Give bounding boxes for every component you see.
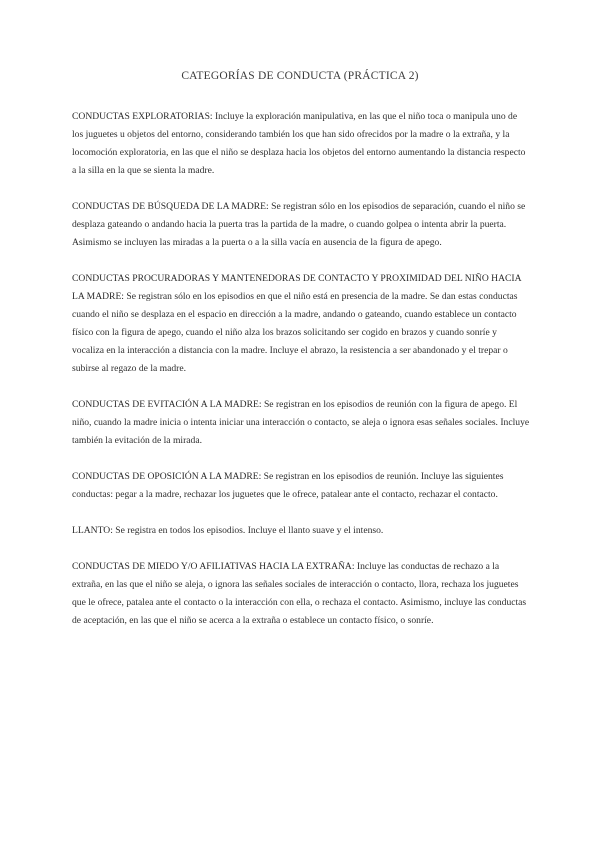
paragraph-heading: CONDUCTAS DE MIEDO Y/O AFILIATIVAS HACIA LA EXTRAÑA: xyxy=(72,561,355,572)
paragraph-heading: CONDUCTAS DE OPOSICIÓN A LA MADRE: xyxy=(72,471,262,482)
paragraph-llanto xyxy=(72,522,530,540)
paragraph-heading: LLANTO: xyxy=(72,525,113,536)
document-body xyxy=(72,108,530,648)
paragraph-evitacion-madre xyxy=(72,396,530,450)
paragraph-text: Se registran en los episodios de reunión con la figura de apego. El niño, cuando la madre inicia o intenta iniciar una interacción o contacto, se aleja o ignora esas señales sociales. Incluye también la evitación de la mirada. xyxy=(72,399,530,446)
paragraph-text: Incluye las conductas de rechazo a la extraña, en las que el niño se aleja, o ignora las señales sociales de interacción o contacto, llora, rechaza los juguetes que le ofrece, patalea ante el contacto o la interacción con ella, o rechaza el contacto. Asimismo, incluye las conductas de aceptación, en las que el niño se acerca a la extraña o establece un contacto físico, o sonríe. xyxy=(72,561,527,626)
paragraph-heading: CONDUCTAS DE BÚSQUEDA DE LA MADRE: xyxy=(72,201,269,212)
paragraph-text: Incluye la exploración manipulativa, en las que el niño toca o manipula uno de los juguetes u objetos del entorno, considerando también los que han sido ofrecidos por la madre o la extraña, y la locomoción exploratoria, en las que el niño se desplaza hacia los objetos del entorno aumentando la distancia respecto a la silla en la que se sienta la madre. xyxy=(72,111,526,176)
paragraph-heading: CONDUCTAS EXPLORATORIAS: xyxy=(72,111,213,122)
paragraph-oposicion-madre xyxy=(72,468,530,504)
paragraph-text: Se registra en todos los episodios. Incluye el llanto suave y el intenso. xyxy=(112,525,384,536)
paragraph-exploratorias xyxy=(72,108,530,180)
paragraph-miedo-afiliativas xyxy=(72,558,530,630)
page-title: CATEGORÍAS DE CONDUCTA (PRÁCTICA 2) xyxy=(181,70,419,82)
paragraph-text: Se registran sólo en los episodios en que el niño está en presencia de la madre. Se dan estas conductas cuando el niño se desplaza en el espacio en dirección a la madre, andando o gateando, cuando establece un contacto físico con la figura de apego, cuando el niño alza los brazos solicitando ser cogido en brazos y cuando sonríe y vocaliza en la interacción a distancia con la madre. Incluye el abrazo, la resistencia a ser abandonado y el trepar o subirse al regazo de la madre. xyxy=(72,291,518,374)
paragraph-busqueda-madre xyxy=(72,198,530,252)
paragraph-procuradoras-contacto xyxy=(72,270,530,378)
paragraph-text: Se registran en los episodios de reunión. Incluye las siguientes conductas: pegar a la madre, rechazar los juguetes que le ofrece, patalear ante el contacto, rechazar el contacto. xyxy=(72,471,504,500)
paragraph-heading: CONDUCTAS DE EVITACIÓN A LA MADRE: xyxy=(72,399,262,410)
paragraph-text: Se registran sólo en los episodios de separación, cuando el niño se desplaza gateando o andando hacia la puerta tras la partida de la madre, o cuando golpea o intenta abrir la puerta. Asimismo se incluyen las miradas a la puerta o a la silla vacía en ausencia de la figura de apego. xyxy=(72,201,526,248)
paragraph-heading: CONDUCTAS PROCURADORAS Y MANTENEDORAS DE CONTACTO Y PROXIMIDAD DEL NIÑO HACIA LA MADRE: xyxy=(72,273,522,302)
